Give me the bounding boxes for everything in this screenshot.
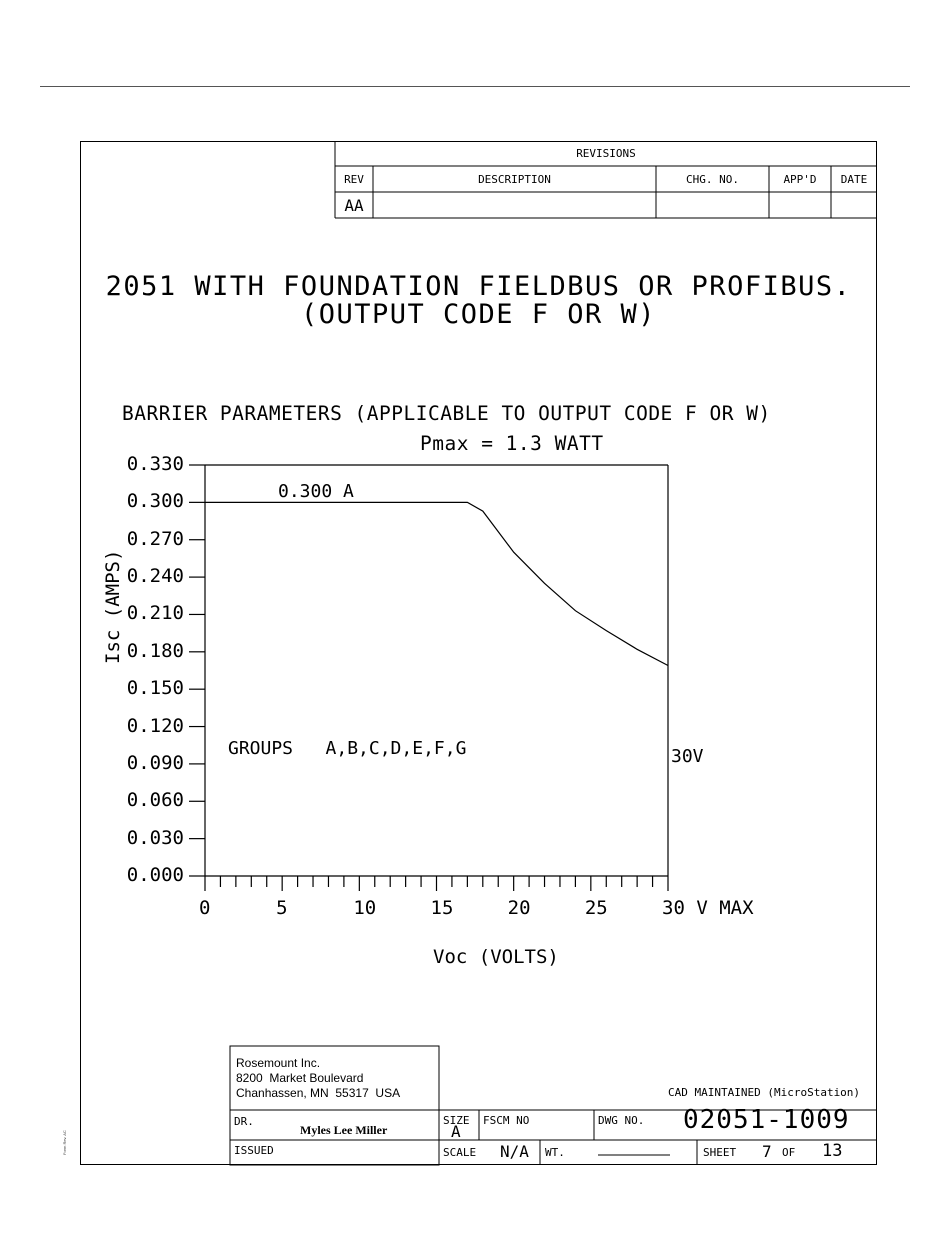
scale-value: N/A (500, 1142, 529, 1161)
y-tick-label: 0.030 (126, 826, 184, 849)
sheet-number: 7 (762, 1142, 772, 1161)
voltage-annotation: 30V (671, 746, 704, 767)
company-name: Rosemount Inc. (236, 1056, 321, 1070)
x-tick-label: 15 (430, 897, 454, 919)
drawn-label: DR. (234, 1115, 254, 1128)
y-tick-label: 0.000 (126, 864, 184, 886)
drawing-number: 02051-1009 (683, 1105, 850, 1135)
cad-maintained-note: CAD MAINTAINED (MicroStation) (668, 1086, 861, 1099)
y-axis-label: Isc (AMPS) (102, 549, 124, 664)
barrier-heading: BARRIER PARAMETERS (APPLICABLE TO OUTPUT CODE F OR W) (122, 402, 771, 425)
revisions-col-rev: REV (344, 173, 364, 186)
drawing-title-line1: 2051 WITH FOUNDATION FIELDBUS OR PROFIBUS. (105, 271, 852, 302)
sheet-label: SHEET (703, 1146, 737, 1159)
form-revision: Form Rev. AC (62, 1130, 67, 1155)
x-tick-label: 5 (276, 897, 288, 919)
x-tick-label: 0 (199, 897, 211, 919)
revisions-col-description: DESCRIPTION (478, 173, 551, 186)
x-tick-label: 30 V MAX (662, 897, 754, 919)
size-label: SIZE (443, 1114, 470, 1127)
x-tick-label: 20 (507, 897, 531, 919)
revisions-col-date: DATE (840, 173, 868, 186)
y-tick-label: 0.210 (126, 602, 184, 625)
y-tick-label: 0.150 (126, 677, 184, 700)
y-tick-label: 0.240 (126, 565, 184, 588)
weight-label: WT. (545, 1146, 565, 1159)
revisions-col-chg-no: CHG. NO. (686, 173, 739, 186)
company-city: Chanhassen, MN 55317 USA (236, 1086, 401, 1100)
scale-label: SCALE (443, 1146, 477, 1159)
pmax-label: Pmax = 1.3 WATT (420, 432, 604, 455)
issued-label: ISSUED (234, 1144, 274, 1157)
revisions-col-appd: APP'D (783, 173, 817, 186)
x-axis-label: Voc (VOLTS) (433, 946, 559, 968)
of-label: OF (782, 1146, 796, 1159)
x-tick-label: 25 (584, 897, 608, 919)
revisions-heading: REVISIONS (576, 147, 636, 160)
fscm-label: FSCM NO (483, 1114, 530, 1127)
current-limit-annotation: 0.300 A (278, 481, 354, 502)
drawn-by-signature: Myles Lee Miller (300, 1123, 388, 1137)
y-tick-label: 0.330 (126, 453, 184, 475)
drawing-title-line2: (OUTPUT CODE F OR W) (300, 299, 657, 330)
y-tick-label: 0.090 (126, 751, 184, 774)
revision-row-rev: AA (344, 196, 364, 215)
y-tick-label: 0.180 (126, 639, 184, 662)
y-tick-label: 0.270 (126, 527, 184, 550)
company-street: 8200 Market Boulevard (236, 1071, 364, 1085)
sheet-total: 13 (822, 1141, 843, 1161)
dwg-label: DWG NO. (598, 1114, 645, 1127)
groups-annotation: GROUPS A,B,C,D,E,F,G (228, 738, 467, 759)
y-tick-label: 0.120 (126, 714, 184, 737)
y-tick-label: 0.060 (126, 789, 184, 812)
size-value: A (451, 1122, 461, 1141)
x-tick-label: 10 (353, 897, 377, 919)
y-tick-label: 0.300 (126, 490, 184, 513)
